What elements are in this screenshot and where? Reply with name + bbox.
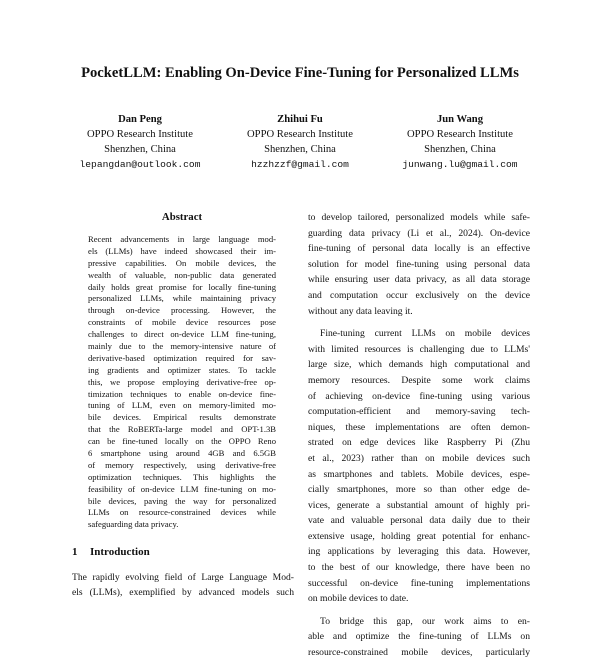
text-line: extensive usage, holding great potential for enhanc- bbox=[308, 530, 530, 542]
author-3 bbox=[360, 112, 560, 172]
text-line: cially smartphones, more so than other edge de- bbox=[308, 484, 530, 496]
text-line: fine-tuning of personal data locally is an effective bbox=[308, 243, 530, 255]
text-line: resource-constrained mobile devices, particularly bbox=[308, 647, 530, 659]
text-line: Recent advancements in large language mod- bbox=[88, 234, 276, 244]
text-line: tuning of LLM, even on memory-limited mo- bbox=[88, 400, 276, 411]
text-line: bile devices, paving the way for personalized bbox=[88, 495, 276, 506]
paragraph-2 bbox=[308, 326, 530, 607]
author-email: lepangdan@outlook.com bbox=[79, 159, 201, 170]
text-line: on mobile devices to date. bbox=[308, 593, 409, 605]
text-line: to the best of our knowledge, there have been no bbox=[308, 562, 530, 574]
text-line: this, we propose employing derivative-free op- bbox=[88, 376, 276, 387]
author-affiliation: OPPO Research Institute bbox=[407, 129, 513, 140]
paragraph-1 bbox=[308, 210, 530, 319]
author-affiliation: OPPO Research Institute bbox=[87, 129, 193, 140]
text-line: to develop tailored, personalized models while safe- bbox=[308, 212, 530, 223]
text-line: with limited resources is challenging due to LLMs' bbox=[308, 343, 530, 355]
text-line: The rapidly evolving field of Large Language Mod- bbox=[72, 572, 294, 583]
text-line: 6 smartphone using around 4GB and 6.5GB bbox=[88, 448, 276, 459]
text-line: timization techniques to enable on-device fine- bbox=[88, 388, 276, 399]
text-line: and computation occur exclusively on the device bbox=[308, 289, 530, 301]
section-heading-introduction bbox=[72, 545, 150, 559]
author-location: Shenzhen, China bbox=[424, 144, 496, 155]
text-line: memory resources. Despite some work claims bbox=[308, 374, 530, 386]
text-line: daily holds great promise for locally fine-tuning bbox=[88, 281, 276, 292]
author-affiliation: OPPO Research Institute bbox=[247, 129, 353, 140]
text-line: challenges to direct on-device LLM fine-tuning, bbox=[88, 329, 276, 340]
text-line: els (LLMs) have indeed showcased their im- bbox=[88, 245, 276, 256]
author-name: Jun Wang bbox=[436, 114, 484, 125]
author-email: junwang.lu@gmail.com bbox=[402, 159, 518, 170]
text-line: vices, generate a substantial amount of highly pri- bbox=[308, 499, 530, 511]
text-line: et al., 2023) rather than on mobile devices such bbox=[308, 452, 530, 464]
author-location: Shenzhen, China bbox=[104, 144, 176, 155]
paper-title: PocketLLM: Enabling On-Device Fine-Tuning for Personalized LLMs bbox=[81, 65, 519, 81]
author-name: Dan Peng bbox=[118, 114, 162, 125]
text-line: derivative-based optimization required for sav- bbox=[88, 352, 276, 363]
text-line: without any data leaving it. bbox=[308, 305, 413, 317]
left-column bbox=[72, 210, 292, 531]
text-line: strated on edge devices like Raspberry Pi (Zhu bbox=[308, 437, 530, 449]
text-line: ing applications by leveraging this data. However, bbox=[308, 546, 530, 558]
text-line: through on-device processing. However, the bbox=[88, 305, 276, 316]
text-line: large size, which demands high computational and bbox=[308, 359, 530, 371]
text-line: ing gradients and optimizer states. To tackle bbox=[88, 364, 276, 375]
text-line: can be fine-tuned locally on the OPPO Reno bbox=[88, 436, 276, 447]
section-title: Introduction bbox=[90, 546, 150, 558]
text-line: pressive capabilities. On mobile devices, the bbox=[88, 257, 276, 268]
section-number: 1 bbox=[72, 546, 78, 558]
text-line: able and optimize the fine-tuning of LLMs on bbox=[308, 631, 530, 643]
text-line: LLMs on resource-constrained devices while bbox=[88, 507, 276, 518]
text-line: of memory respectively, using derivative-free bbox=[88, 459, 276, 470]
text-line: wealth of valuable, non-public data generated bbox=[88, 269, 276, 280]
text-line: To bridge this gap, our work aims to en- bbox=[320, 615, 530, 627]
text-line: guarding data privacy (Li et al., 2024). On-device bbox=[308, 227, 530, 239]
text-line: successful on-device fine-tuning implementations bbox=[308, 577, 530, 589]
right-column bbox=[308, 210, 530, 661]
text-line: optimization techniques. This highlights the bbox=[88, 471, 276, 482]
introduction-body bbox=[72, 570, 294, 600]
text-line: computation-efficient and memory-saving tech- bbox=[308, 406, 530, 418]
text-line: of achieving on-device fine-tuning using various bbox=[308, 390, 530, 402]
text-line: feasibility of on-device LLM fine-tuning on mo- bbox=[88, 483, 276, 494]
author-name: Zhihui Fu bbox=[277, 114, 323, 125]
abstract-body bbox=[72, 234, 292, 531]
abstract-heading: Abstract bbox=[161, 211, 203, 223]
text-line: as smartphones and tablets. Mobile devices, espe- bbox=[308, 468, 530, 480]
text-line: mainly due to the memory-intensive nature of bbox=[88, 341, 276, 352]
text-line: while ensuring user data privacy, as all data storage bbox=[308, 274, 530, 286]
author-block bbox=[0, 112, 600, 172]
text-line: that the RoBERTa-large model and OPT-1.3B bbox=[88, 424, 276, 435]
text-line: vate and valuable personal data daily due to their bbox=[308, 515, 530, 527]
text-line: bile devices. Empirical results demonstrate bbox=[88, 412, 276, 423]
author-email: hzzhzzf@gmail.com bbox=[251, 159, 349, 170]
paragraph-3 bbox=[308, 614, 530, 661]
text-line: solution for model fine-tuning using personal data bbox=[308, 258, 530, 270]
text-line: niques, these implementations are often demon- bbox=[308, 421, 530, 433]
text-line: constraints of mobile device resources pose bbox=[88, 317, 276, 328]
text-line: personalized LLMs, while maintaining privacy bbox=[88, 293, 276, 304]
text-line: safeguarding data privacy. bbox=[88, 519, 179, 530]
text-line: els (LLMs), exemplified by advanced models such bbox=[72, 587, 294, 598]
text-line: Fine-tuning current LLMs on mobile devices bbox=[320, 328, 530, 340]
author-location: Shenzhen, China bbox=[264, 144, 336, 155]
